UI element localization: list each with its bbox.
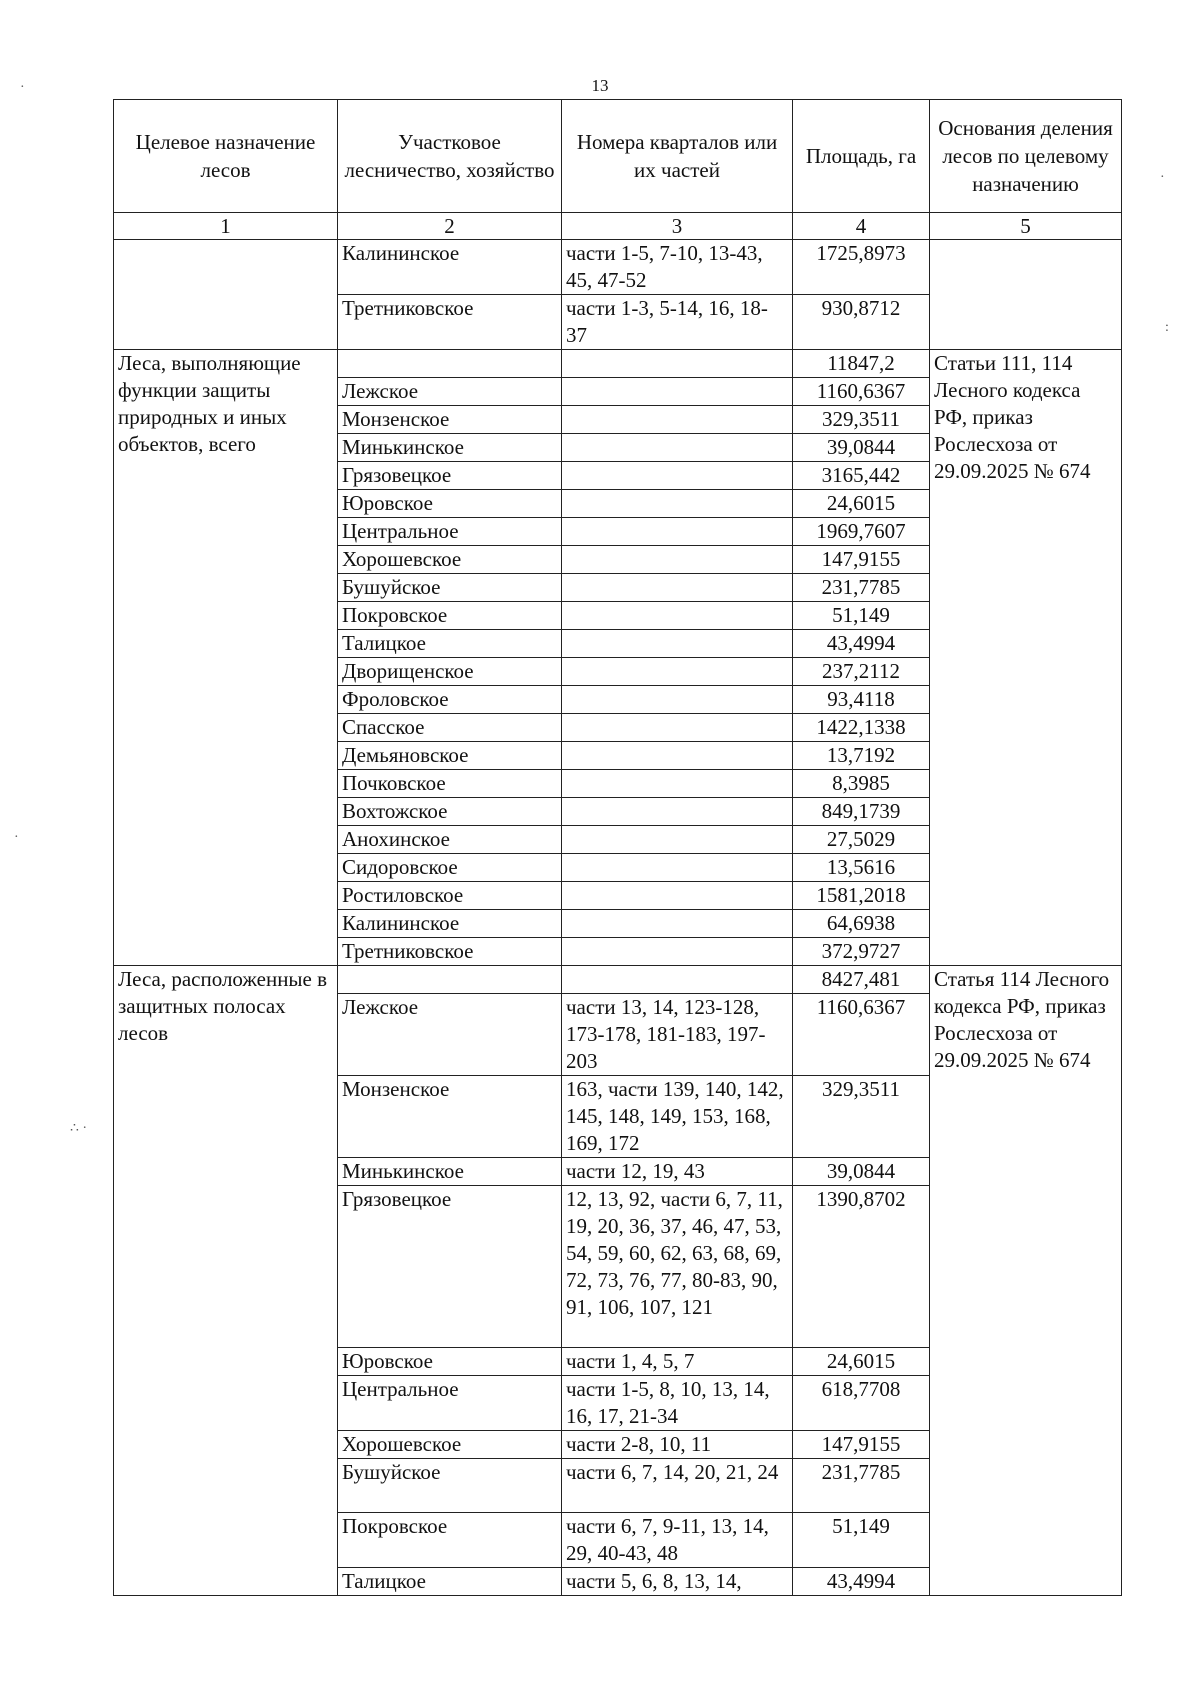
quarters-cell: 12, 13, 92, части 6, 7, 11, 19, 20, 36, 37, 46, 47, 53, 54, 59, 60, 62, 63, 68, 69, 72, 73, 76, 77, 80-83, 90, 91, 106, 107, 121 (562, 1186, 793, 1348)
basis-cell-empty (930, 240, 1122, 350)
scan-speck: · (1160, 170, 1165, 185)
area-cell: 64,6938 (793, 910, 930, 938)
area-cell: 8,3985 (793, 770, 930, 798)
quarters-cell-empty (562, 686, 793, 714)
district-cell: Талицкое (338, 1568, 562, 1596)
header-quarters: Номера кварталов или их частей (562, 100, 793, 213)
quarters-cell-empty (562, 742, 793, 770)
table-row (114, 240, 1122, 295)
scan-speck: · (14, 830, 19, 845)
column-number: 5 (930, 213, 1122, 240)
column-number: 3 (562, 213, 793, 240)
column-number: 1 (114, 213, 338, 240)
area-cell: 24,6015 (793, 490, 930, 518)
area-cell: 329,3511 (793, 1076, 930, 1158)
area-cell: 231,7785 (793, 1459, 930, 1513)
district-cell: Юровское (338, 1348, 562, 1376)
district-cell: Лежское (338, 994, 562, 1076)
quarters-cell: части 5, 6, 8, 13, 14, (562, 1568, 793, 1596)
group-total-row (114, 966, 1122, 994)
scan-speck: ∴ · (70, 1121, 88, 1136)
district-cell: Хорошевское (338, 546, 562, 574)
quarters-cell-empty (562, 658, 793, 686)
quarters-cell-empty (562, 574, 793, 602)
district-cell: Сидоровское (338, 854, 562, 882)
area-cell: 1160,6367 (793, 994, 930, 1076)
district-cell: Спасское (338, 714, 562, 742)
district-cell: Центральное (338, 518, 562, 546)
district-cell: Калининское (338, 240, 562, 295)
header-area: Площадь, га (793, 100, 930, 213)
district-cell: Покровское (338, 1513, 562, 1568)
forest-purpose-table (113, 99, 1122, 1596)
total-area-cell: 8427,481 (793, 966, 930, 994)
district-cell: Вохтожское (338, 798, 562, 826)
district-cell: Минькинское (338, 434, 562, 462)
quarters-cell-empty (562, 462, 793, 490)
area-cell: 618,7708 (793, 1376, 930, 1431)
quarters-cell-empty (562, 630, 793, 658)
quarters-cell-empty (562, 546, 793, 574)
district-cell: Покровское (338, 602, 562, 630)
area-cell: 27,5029 (793, 826, 930, 854)
district-cell: Бушуйское (338, 574, 562, 602)
quarters-cell: части 1-5, 7-10, 13-43, 45, 47-52 (562, 240, 793, 295)
area-cell: 1725,8973 (793, 240, 930, 295)
area-cell: 43,4994 (793, 630, 930, 658)
total-area-cell: 11847,2 (793, 350, 930, 378)
area-cell: 1581,2018 (793, 882, 930, 910)
table-header-row (114, 100, 1122, 213)
purpose-cell: Леса, расположенные в защитных полосах лесов (114, 966, 338, 1596)
area-cell: 930,8712 (793, 295, 930, 350)
quarters-cell: части 1-3, 5-14, 16, 18-37 (562, 295, 793, 350)
district-cell: Демьяновское (338, 742, 562, 770)
area-cell: 1422,1338 (793, 714, 930, 742)
column-number-row (114, 213, 1122, 240)
quarters-cell-empty (562, 602, 793, 630)
district-cell: Лежское (338, 378, 562, 406)
area-cell: 329,3511 (793, 406, 930, 434)
header-basis: Основания деления лесов по целевому назначению (930, 100, 1122, 213)
district-cell: Дворищенское (338, 658, 562, 686)
quarters-cell-empty (562, 826, 793, 854)
district-cell: Грязовецкое (338, 462, 562, 490)
district-cell: Третниковское (338, 938, 562, 966)
quarters-cell: части 1, 4, 5, 7 (562, 1348, 793, 1376)
district-cell: Талицкое (338, 630, 562, 658)
header-purpose: Целевое назначение лесов (114, 100, 338, 213)
area-cell: 39,0844 (793, 1158, 930, 1186)
area-cell: 1160,6367 (793, 378, 930, 406)
basis-cell: Статьи 111, 114 Лесного кодекса РФ, приказ Рослесхоза от 29.09.2025 № 674 (930, 350, 1122, 966)
area-cell: 231,7785 (793, 574, 930, 602)
quarters-cell-empty (562, 378, 793, 406)
area-cell: 51,149 (793, 1513, 930, 1568)
district-cell: Грязовецкое (338, 1186, 562, 1348)
quarters-cell-empty (562, 798, 793, 826)
district-cell: Монзенское (338, 406, 562, 434)
area-cell: 1390,8702 (793, 1186, 930, 1348)
area-cell: 24,6015 (793, 1348, 930, 1376)
area-cell: 849,1739 (793, 798, 930, 826)
area-cell: 237,2112 (793, 658, 930, 686)
header-district: Участковое лесничество, хозяйство (338, 100, 562, 213)
quarters-cell-empty (562, 938, 793, 966)
area-cell: 13,5616 (793, 854, 930, 882)
table-body (114, 240, 1122, 1596)
area-cell: 43,4994 (793, 1568, 930, 1596)
quarters-cell-empty (562, 490, 793, 518)
district-cell: Центральное (338, 1376, 562, 1431)
quarters-cell-empty (562, 910, 793, 938)
column-number: 4 (793, 213, 930, 240)
area-cell: 93,4118 (793, 686, 930, 714)
area-cell: 1969,7607 (793, 518, 930, 546)
quarters-cell: части 6, 7, 14, 20, 21, 24 (562, 1459, 793, 1513)
basis-cell: Статья 114 Лесного кодекса РФ, приказ Рослесхоза от 29.09.2025 № 674 (930, 966, 1122, 1596)
area-cell: 147,9155 (793, 1431, 930, 1459)
district-cell: Минькинское (338, 1158, 562, 1186)
quarters-cell-empty (562, 882, 793, 910)
quarters-cell: части 12, 19, 43 (562, 1158, 793, 1186)
district-cell-empty (338, 350, 562, 378)
area-cell: 147,9155 (793, 546, 930, 574)
district-cell: Монзенское (338, 1076, 562, 1158)
district-cell: Хорошевское (338, 1431, 562, 1459)
quarters-cell: части 6, 7, 9-11, 13, 14, 29, 40-43, 48 (562, 1513, 793, 1568)
purpose-cell: Леса, выполняющие функции защиты природных и иных объектов, всего (114, 350, 338, 966)
quarters-cell-empty (562, 966, 793, 994)
quarters-cell-empty (562, 434, 793, 462)
quarters-cell: 163, части 139, 140, 142, 145, 148, 149, 153, 168, 169, 172 (562, 1076, 793, 1158)
quarters-cell-empty (562, 350, 793, 378)
area-cell: 3165,442 (793, 462, 930, 490)
quarters-cell-empty (562, 406, 793, 434)
quarters-cell: части 1-5, 8, 10, 13, 14, 16, 17, 21-34 (562, 1376, 793, 1431)
district-cell: Бушуйское (338, 1459, 562, 1513)
quarters-cell: части 13, 14, 123-128, 173-178, 181-183, 197-203 (562, 994, 793, 1076)
area-cell: 13,7192 (793, 742, 930, 770)
area-cell: 372,9727 (793, 938, 930, 966)
area-cell: 51,149 (793, 602, 930, 630)
district-cell: Почковское (338, 770, 562, 798)
area-cell: 39,0844 (793, 434, 930, 462)
quarters-cell-empty (562, 854, 793, 882)
group-total-row (114, 350, 1122, 378)
district-cell: Калининское (338, 910, 562, 938)
quarters-cell: части 2-8, 10, 11 (562, 1431, 793, 1459)
scan-speck: · (20, 80, 25, 95)
district-cell: Ростиловское (338, 882, 562, 910)
scan-speck: : (1165, 320, 1169, 335)
quarters-cell-empty (562, 714, 793, 742)
district-cell-empty (338, 966, 562, 994)
purpose-cell-empty (114, 240, 338, 350)
column-number: 2 (338, 213, 562, 240)
page-number: 13 (591, 76, 609, 95)
district-cell: Фроловское (338, 686, 562, 714)
quarters-cell-empty (562, 770, 793, 798)
district-cell: Третниковское (338, 295, 562, 350)
district-cell: Анохинское (338, 826, 562, 854)
district-cell: Юровское (338, 490, 562, 518)
quarters-cell-empty (562, 518, 793, 546)
